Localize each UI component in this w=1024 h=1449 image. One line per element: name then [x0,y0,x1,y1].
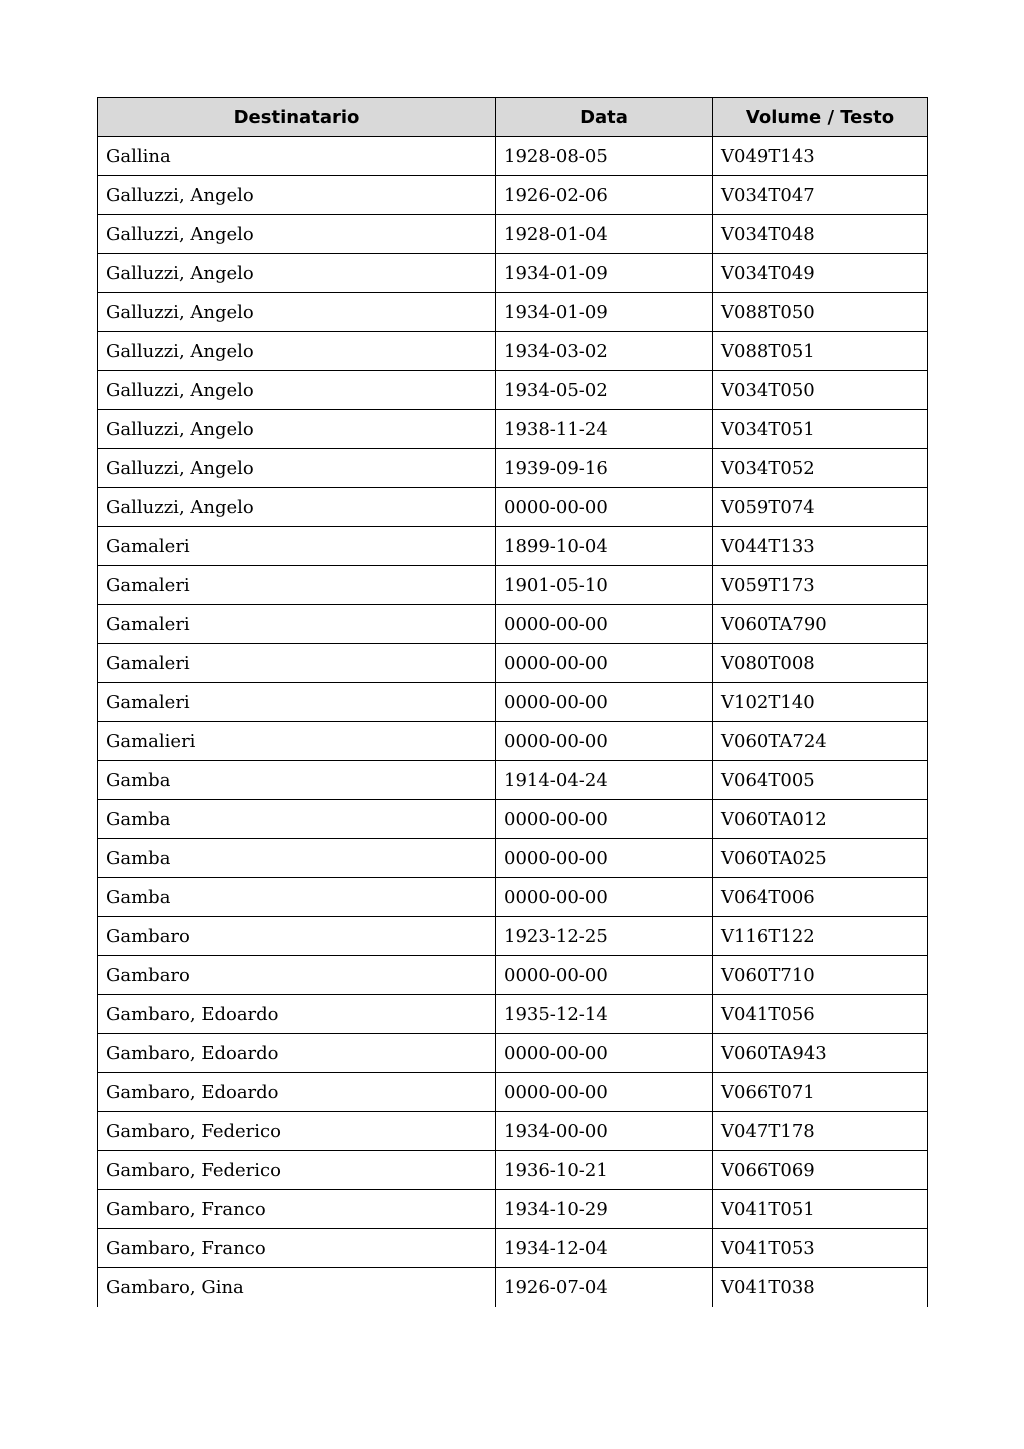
cell-destinatario: Gambaro, Federico [98,1151,496,1190]
cell-data: 0000-00-00 [496,839,713,878]
cell-volume-testo: V116T122 [713,917,928,956]
header-data: Data [496,98,713,137]
cell-volume-testo: V064T006 [713,878,928,917]
cell-data: 1934-01-09 [496,254,713,293]
table-row [98,449,928,488]
table-row [98,683,928,722]
cell-data: 0000-00-00 [496,1073,713,1112]
cell-destinatario: Gambaro, Edoardo [98,1034,496,1073]
cell-data: 1934-00-00 [496,1112,713,1151]
cell-volume-testo: V060TA790 [713,605,928,644]
cell-volume-testo: V041T053 [713,1229,928,1268]
cell-destinatario: Galluzzi, Angelo [98,254,496,293]
cell-destinatario: Gamba [98,800,496,839]
cell-data: 1901-05-10 [496,566,713,605]
table-row [98,371,928,410]
cell-destinatario: Galluzzi, Angelo [98,488,496,527]
cell-destinatario: Gamaleri [98,683,496,722]
cell-data: 0000-00-00 [496,800,713,839]
cell-destinatario: Galluzzi, Angelo [98,293,496,332]
cell-volume-testo: V034T047 [713,176,928,215]
table-row [98,254,928,293]
cell-destinatario: Galluzzi, Angelo [98,215,496,254]
cell-volume-testo: V064T005 [713,761,928,800]
cell-data: 1914-04-24 [496,761,713,800]
table-row [98,566,928,605]
cell-data: 0000-00-00 [496,605,713,644]
cell-destinatario: Galluzzi, Angelo [98,332,496,371]
table-row [98,761,928,800]
cell-destinatario: Gamaleri [98,566,496,605]
cell-volume-testo: V102T140 [713,683,928,722]
table-row [98,1229,928,1268]
cell-destinatario: Gambaro, Edoardo [98,1073,496,1112]
cell-volume-testo: V044T133 [713,527,928,566]
cell-data: 0000-00-00 [496,722,713,761]
cell-volume-testo: V059T173 [713,566,928,605]
cell-volume-testo: V060TA724 [713,722,928,761]
cell-data: 1934-10-29 [496,1190,713,1229]
table-row [98,215,928,254]
cell-destinatario: Gamaleri [98,605,496,644]
cell-volume-testo: V088T051 [713,332,928,371]
cell-destinatario: Gambaro, Federico [98,1112,496,1151]
cell-data: 1935-12-14 [496,995,713,1034]
table-row [98,956,928,995]
cell-destinatario: Gamba [98,878,496,917]
cell-data: 0000-00-00 [496,488,713,527]
table-row [98,293,928,332]
cell-destinatario: Galluzzi, Angelo [98,176,496,215]
table-row [98,1151,928,1190]
cell-data: 1926-07-04 [496,1268,713,1307]
cell-data: 1899-10-04 [496,527,713,566]
cell-volume-testo: V060TA943 [713,1034,928,1073]
table-row [98,1190,928,1229]
cell-destinatario: Gamaleri [98,527,496,566]
table-body [98,137,928,1307]
cell-destinatario: Gambaro, Gina [98,1268,496,1307]
cell-destinatario: Galluzzi, Angelo [98,371,496,410]
cell-data: 1939-09-16 [496,449,713,488]
cell-volume-testo: V041T056 [713,995,928,1034]
cell-data: 1934-03-02 [496,332,713,371]
table-row [98,995,928,1034]
cell-volume-testo: V034T052 [713,449,928,488]
cell-destinatario: Gallina [98,137,496,176]
cell-volume-testo: V059T074 [713,488,928,527]
cell-volume-testo: V034T049 [713,254,928,293]
cell-volume-testo: V041T051 [713,1190,928,1229]
cell-data: 0000-00-00 [496,644,713,683]
cell-data: 1934-12-04 [496,1229,713,1268]
cell-destinatario: Galluzzi, Angelo [98,410,496,449]
table-row [98,488,928,527]
table-row [98,878,928,917]
cell-data: 1934-05-02 [496,371,713,410]
cell-destinatario: Gamaleri [98,644,496,683]
table-row [98,1073,928,1112]
cell-data: 1938-11-24 [496,410,713,449]
cell-volume-testo: V041T038 [713,1268,928,1307]
cell-volume-testo: V034T048 [713,215,928,254]
table-row [98,605,928,644]
cell-data: 0000-00-00 [496,683,713,722]
cell-destinatario: Gambaro [98,917,496,956]
table-row [98,1034,928,1073]
cell-destinatario: Gambaro, Franco [98,1229,496,1268]
cell-data: 1934-01-09 [496,293,713,332]
cell-data: 1936-10-21 [496,1151,713,1190]
cell-destinatario: Gambaro, Edoardo [98,995,496,1034]
cell-data: 1923-12-25 [496,917,713,956]
cell-volume-testo: V066T069 [713,1151,928,1190]
cell-volume-testo: V049T143 [713,137,928,176]
table-row [98,1112,928,1151]
table-row [98,722,928,761]
table-row [98,527,928,566]
cell-destinatario: Gambaro [98,956,496,995]
cell-volume-testo: V060T710 [713,956,928,995]
cell-volume-testo: V034T051 [713,410,928,449]
cell-data: 1926-02-06 [496,176,713,215]
table-row [98,137,928,176]
table-row [98,410,928,449]
cell-volume-testo: V047T178 [713,1112,928,1151]
cell-destinatario: Gamba [98,761,496,800]
cell-data: 0000-00-00 [496,1034,713,1073]
cell-volume-testo: V060TA012 [713,800,928,839]
table-row [98,332,928,371]
header-volume-testo: Volume / Testo [713,98,928,137]
table-row [98,644,928,683]
cell-data: 0000-00-00 [496,956,713,995]
cell-volume-testo: V034T050 [713,371,928,410]
table-row [98,917,928,956]
cell-data: 0000-00-00 [496,878,713,917]
cell-destinatario: Galluzzi, Angelo [98,449,496,488]
cell-destinatario: Gamalieri [98,722,496,761]
correspondence-table [97,97,928,1307]
header-row [98,98,928,137]
cell-destinatario: Gamba [98,839,496,878]
cell-volume-testo: V088T050 [713,293,928,332]
cell-volume-testo: V060TA025 [713,839,928,878]
cell-volume-testo: V080T008 [713,644,928,683]
table-row [98,176,928,215]
table-row [98,1268,928,1307]
cell-data: 1928-08-05 [496,137,713,176]
table-row [98,800,928,839]
header-destinatario: Destinatario [98,98,496,137]
cell-volume-testo: V066T071 [713,1073,928,1112]
cell-data: 1928-01-04 [496,215,713,254]
table-row [98,839,928,878]
cell-destinatario: Gambaro, Franco [98,1190,496,1229]
